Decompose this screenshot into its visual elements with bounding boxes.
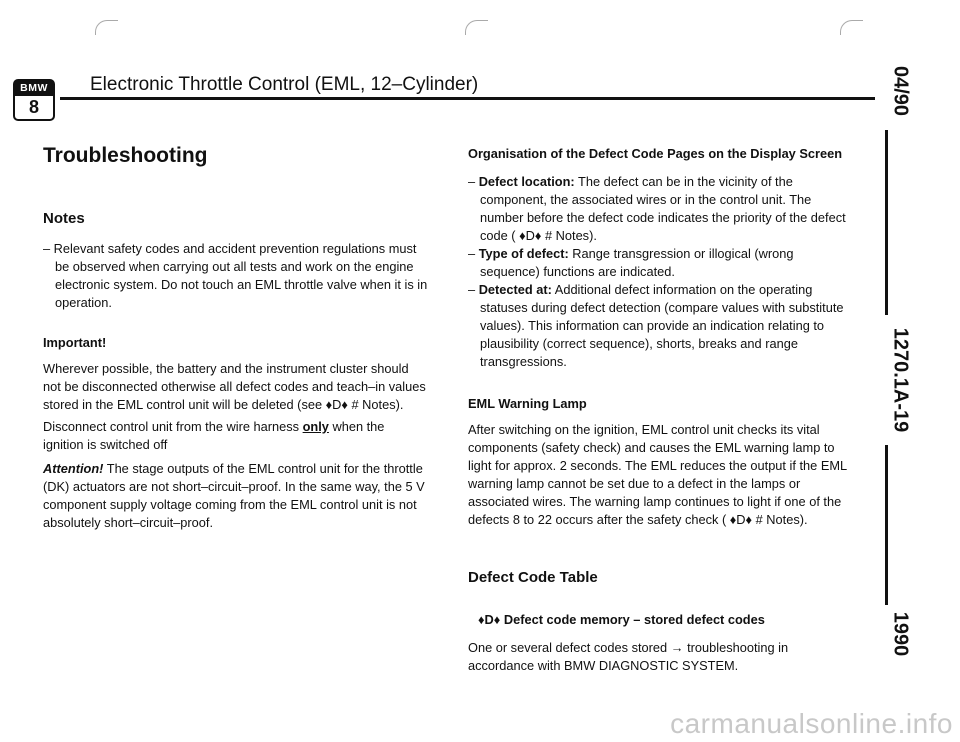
eml-heading: EML Warning Lamp bbox=[468, 396, 587, 411]
right-column bbox=[468, 145, 848, 675]
notes-heading: Notes bbox=[43, 210, 85, 227]
item-text: Range transgression or illogical (wrong sequence) functions are indicated. bbox=[480, 246, 794, 279]
attention-label: Attention! bbox=[43, 461, 104, 476]
margin-line bbox=[885, 445, 888, 605]
header-title: Electronic Throttle Control (EML, 12–Cylinder) bbox=[90, 74, 479, 95]
notes-text: – Relevant safety codes and accident prevention regulations must be observed when carrying out all tests and work on the engine electronic system. Do not touch an EML throttle valve when it is in operation. bbox=[43, 241, 428, 310]
attention-body: The stage outputs of the EML control unit for the throttle (DK) actuators are not short–circuit–proof. In the same way, the 5 V component supply voltage coming from the EML control unit is not absolutely short–circuit–proof. bbox=[43, 461, 425, 530]
item-text: Additional defect information on the operating statuses during defect detection (compare values with substitute values). This information can provide an indication relating to plausibility (correct sequence), shorts, breaks and range transgressions. bbox=[480, 282, 844, 369]
margin-date: 04/90 bbox=[889, 65, 912, 117]
disconnect-text bbox=[43, 418, 428, 454]
item-text: The defect can be in the vicinity of the component, the associated wires or in the control unit. The number before the defect code indicates the priority of the defect code ( ♦D♦ # Notes). bbox=[480, 174, 846, 243]
disconnect-only: only bbox=[302, 419, 329, 434]
scan-mark bbox=[840, 20, 863, 35]
memory-text: One or several defect codes stored → troubleshooting in accordance with BMW DIAGNOSTIC SYSTEM. bbox=[468, 640, 789, 673]
item-defect-location: – Defect location: The defect can be in the vicinity of the component, the associated wires or in the control unit. The number before the defect code indicates the priority of the defect code ( ♦D♦ # Notes). bbox=[468, 174, 846, 243]
item-label: Defect location: bbox=[478, 174, 575, 189]
bmw-8-logo bbox=[13, 79, 55, 121]
important-text: Wherever possible, the battery and the instrument cluster should not be disconnected otherwise all defect codes and teach–in values stored in the EML control unit will be deleted (see ♦D♦ # Notes). bbox=[43, 361, 426, 412]
org-heading: Organisation of the Defect Code Pages on the Display Screen bbox=[468, 146, 843, 161]
item-label: Detected at: bbox=[478, 282, 552, 297]
header-rule bbox=[60, 97, 875, 100]
item-label: Type of defect: bbox=[478, 246, 569, 261]
important-heading: Important! bbox=[43, 335, 107, 350]
page-title: Troubleshooting bbox=[43, 144, 208, 167]
watermark: carmanualsonline.info bbox=[670, 708, 953, 739]
scan-mark bbox=[95, 20, 118, 35]
table-heading: Defect Code Table bbox=[468, 569, 598, 586]
left-column bbox=[43, 144, 428, 532]
eml-text: After switching on the ignition, EML control unit checks its vital components (safety check) and causes the EML warning lamp to light for approx. 2 seconds. The EML reduces the output if the EML warning lamp cannot be set due to a defect in the lamps or associated wires. The warning lamp continues to light if one of the defects 8 to 22 occurs after the safety check ( ♦D♦ # Notes). bbox=[468, 422, 847, 527]
logo-number: 8 bbox=[28, 97, 39, 117]
margin-year: 1990 bbox=[889, 611, 912, 657]
margin-line bbox=[885, 130, 888, 315]
item-type-of-defect: – Type of defect: Range transgression or illogical (wrong sequence) functions are indicated. bbox=[468, 246, 794, 279]
disconnect-post: when the ignition is switched off bbox=[43, 419, 385, 452]
scan-mark bbox=[465, 20, 488, 35]
attention-text bbox=[43, 460, 428, 532]
item-detected-at: – Detected at: Additional defect information on the operating statuses during defect detection (compare values with substitute values). This information can provide an indication relating to plausibility (correct sequence), shorts, breaks and range transgressions. bbox=[468, 282, 844, 369]
memory-heading: ♦D♦ Defect code memory – stored defect codes bbox=[478, 612, 765, 627]
logo-brand: BMW bbox=[15, 81, 53, 96]
margin-code: 1270.1A-19 bbox=[889, 327, 912, 433]
disconnect-pre: Disconnect control unit from the wire harness bbox=[43, 419, 303, 434]
